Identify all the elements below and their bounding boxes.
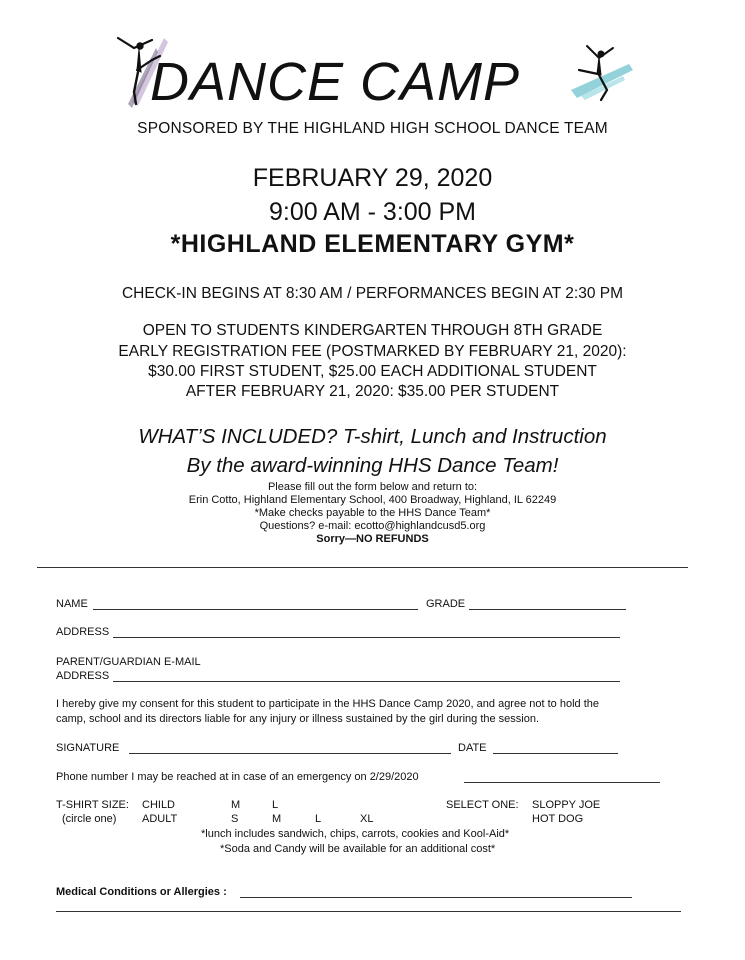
lunch-note: *lunch includes sandwich, chips, carrots, cookies and Kool-Aid*	[201, 828, 510, 840]
parent-email-label-2: ADDRESS	[56, 670, 110, 682]
page-title: DANCE CAMP	[150, 52, 521, 112]
address-label: ADDRESS	[56, 626, 110, 638]
date-field[interactable]	[493, 753, 618, 754]
phone-field[interactable]	[464, 782, 660, 783]
parent-email-label-1: PARENT/GUARDIAN E-MAIL	[56, 656, 201, 668]
info-line-3: $30.00 FIRST STUDENT, $25.00 EACH ADDITIONAL STUDENT	[148, 363, 597, 380]
checkin-line: CHECK-IN BEGINS AT 8:30 AM / PERFORMANCES BEGIN AT 2:30 PM	[121, 285, 624, 302]
grade-field[interactable]	[469, 609, 626, 610]
info-line-2: EARLY REGISTRATION FEE (POSTMARKED BY FEBRUARY 21, 2020):	[118, 343, 627, 360]
phone-label: Phone number I may be reached at in case of an emergency on 2/29/2020	[56, 771, 419, 783]
select-one-label: SELECT ONE:	[446, 799, 519, 811]
grade-label: GRADE	[426, 598, 466, 610]
adult-size-m[interactable]: M	[272, 813, 282, 825]
consent-line-2: camp, school and its directors liable for any injury or illness sustained by the girl during the session.	[56, 713, 540, 725]
checks-payable: *Make checks payable to the HHS Dance Team*	[254, 507, 491, 519]
tshirt-size-label: T-SHIRT SIZE:	[56, 799, 129, 811]
event-time: 9:00 AM - 3:00 PM	[268, 198, 477, 226]
child-size-l[interactable]: L	[272, 799, 279, 811]
adult-label: ADULT	[142, 813, 178, 825]
circle-one-label: (circle one)	[62, 813, 117, 825]
medical-label: Medical Conditions or Allergies :	[56, 886, 227, 898]
return-address: Erin Cotto, Highland Elementary School, 400 Broadway, Highland, IL 62249	[188, 494, 557, 506]
info-line-1: OPEN TO STUDENTS KINDERGARTEN THROUGH 8TH GRADE	[142, 322, 603, 339]
included-line-2: By the award-winning HHS Dance Team!	[186, 454, 559, 477]
date-label: DATE	[458, 742, 487, 754]
questions-email: Questions? e-mail: ecotto@highlandcusd5.org	[259, 520, 486, 532]
child-label: CHILD	[142, 799, 176, 811]
event-venue: *HIGHLAND ELEMENTARY GYM*	[170, 230, 575, 258]
parent-email-field[interactable]	[113, 681, 620, 682]
sponsor-line: SPONSORED BY THE HIGHLAND HIGH SCHOOL DANCE TEAM	[137, 120, 608, 137]
child-size-m[interactable]: M	[231, 799, 241, 811]
signature-label: SIGNATURE	[56, 742, 120, 754]
option-hot-dog[interactable]: HOT DOG	[532, 813, 584, 825]
name-field[interactable]	[93, 609, 418, 610]
name-label: NAME	[56, 598, 88, 610]
consent-line-1: I hereby give my consent for this student to participate in the HHS Dance Camp 2020, and agree not to hold the	[56, 698, 599, 710]
event-date: FEBRUARY 29, 2020	[252, 164, 493, 192]
info-line-4: AFTER FEBRUARY 21, 2020: $35.00 PER STUDENT	[185, 383, 560, 400]
signature-field[interactable]	[129, 753, 451, 754]
return-line-1: Please fill out the form below and return to:	[267, 481, 478, 493]
address-field[interactable]	[113, 637, 620, 638]
adult-size-xl[interactable]: XL	[360, 813, 374, 825]
adult-size-s[interactable]: S	[231, 813, 239, 825]
medical-field-line-2[interactable]	[56, 911, 681, 912]
option-sloppy-joe[interactable]: SLOPPY JOE	[532, 799, 601, 811]
dancer-right-icon	[567, 42, 637, 104]
adult-size-l[interactable]: L	[315, 813, 322, 825]
medical-field[interactable]	[240, 897, 632, 898]
no-refunds: Sorry—NO REFUNDS	[316, 533, 429, 545]
soda-note: *Soda and Candy will be available for an additional cost*	[220, 843, 496, 855]
divider	[37, 567, 688, 568]
included-line-1: WHAT’S INCLUDED? T-shirt, Lunch and Instruction	[138, 425, 607, 448]
